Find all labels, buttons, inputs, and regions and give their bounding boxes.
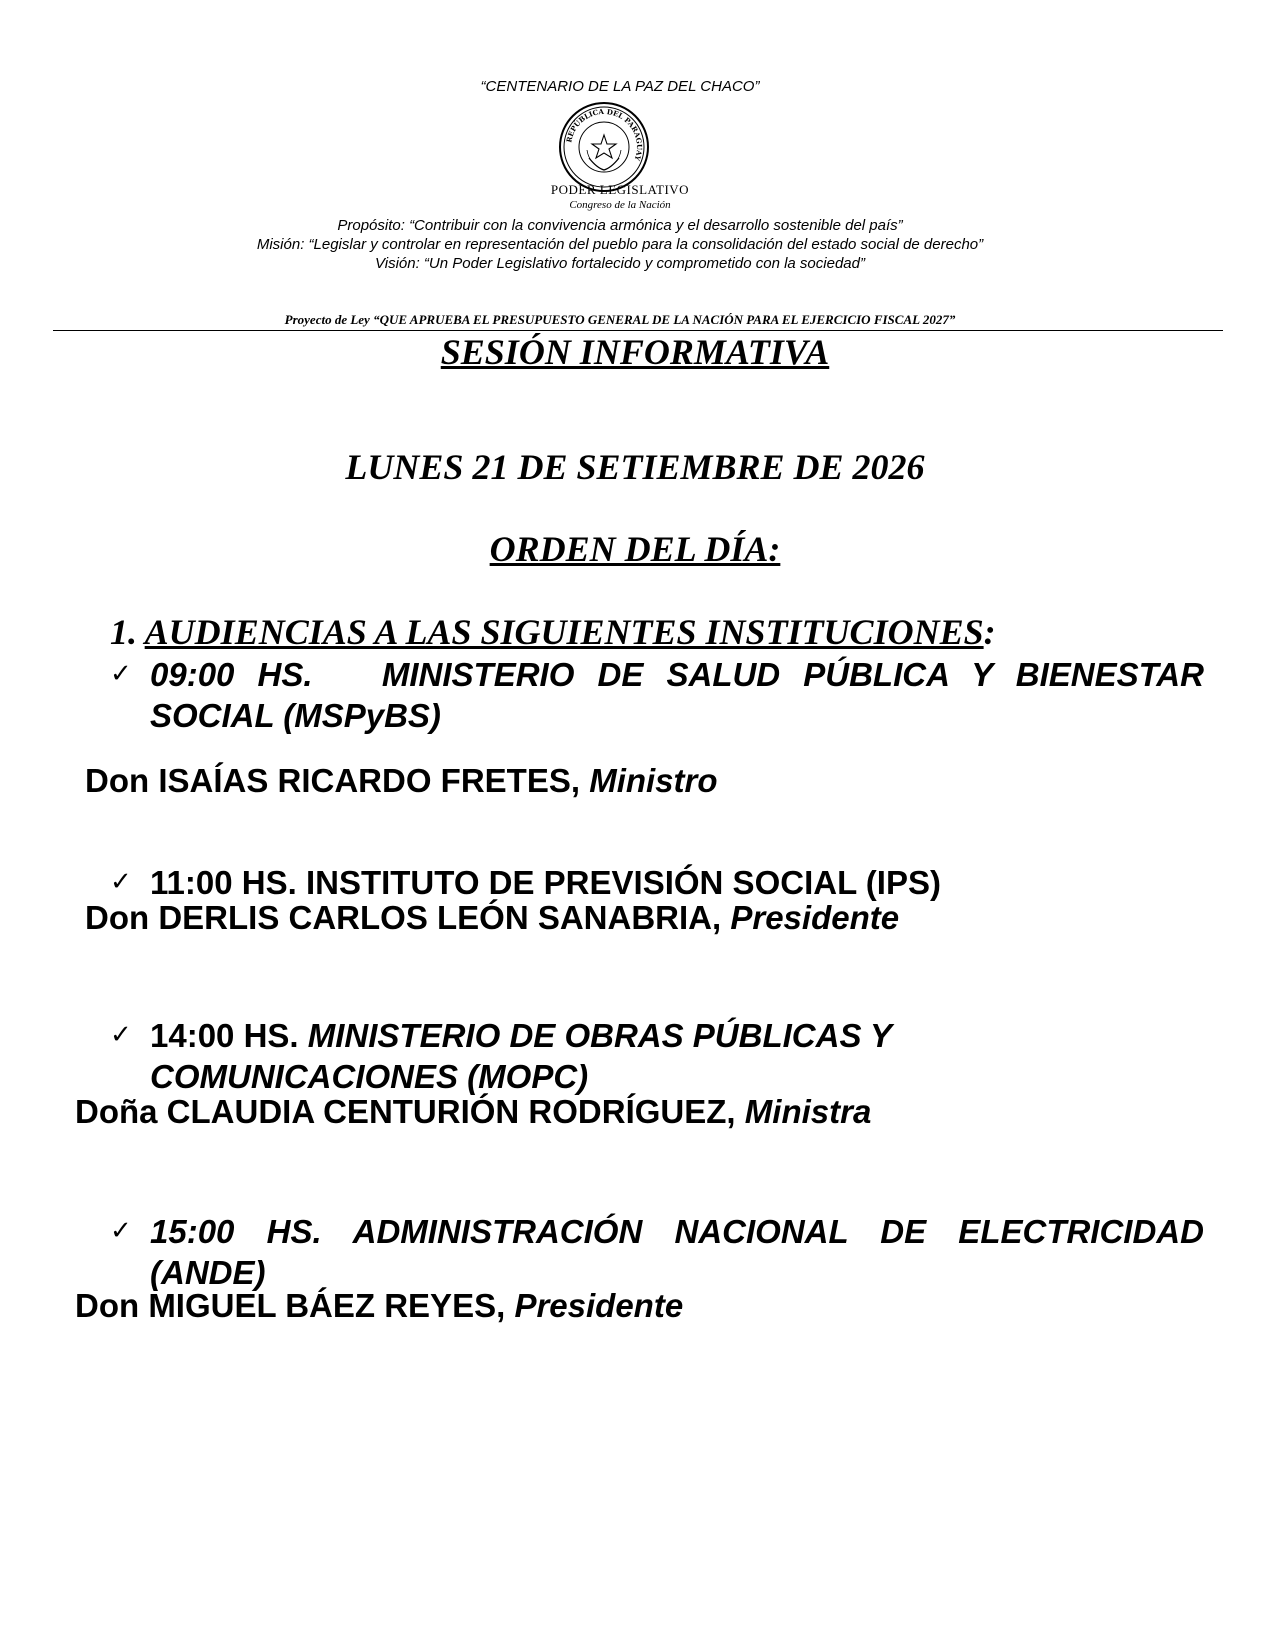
agenda-item-number: 1. [110, 612, 137, 652]
entry-institution: ADMINISTRACIÓN NACIONAL DE ELECTRICIDAD (ANDE) [150, 1213, 1204, 1291]
official-name: Doña CLAUDIA CENTURIÓN RODRÍGUEZ, [75, 1093, 736, 1130]
entry-institution: MINISTERIO DE OBRAS PÚBLICAS Y COMUNICACIONES (MOPC) [150, 1017, 892, 1095]
official-role: Presidente [514, 1287, 684, 1324]
entry-institution: INSTITUTO DE PREVISIÓN SOCIAL (IPS) [305, 864, 941, 901]
official-role: Ministro [589, 762, 718, 799]
check-icon: ✓ [110, 659, 132, 689]
vision-line: Visión: “Un Poder Legislativo fortalecido y comprometido con la sociedad” [375, 255, 865, 272]
entry-official [85, 899, 899, 937]
entry-time: 15:00 HS. [150, 1213, 322, 1250]
check-icon: ✓ [110, 867, 132, 897]
agenda-item-colon: : [983, 612, 996, 652]
audience-entry [110, 1211, 1204, 1293]
mission-line: Misión: “Legislar y controlar en representación del pueblo para la consolidación del estado social de derecho” [256, 236, 984, 253]
audience-entry [110, 654, 1204, 736]
check-icon: ✓ [110, 1216, 132, 1246]
official-role: Ministra [744, 1093, 872, 1130]
entry-official [85, 762, 718, 800]
audience-entry [110, 862, 1204, 903]
national-seal-icon [557, 100, 651, 194]
order-of-day-heading: ORDEN DEL DÍA: [489, 529, 781, 569]
institution-subtitle: Congreso de la Nación [569, 199, 671, 211]
official-role: Presidente [730, 899, 900, 936]
header-motto: “CENTENARIO DE LA PAZ DEL CHACO” [480, 78, 760, 95]
entry-time: 11:00 HS. [150, 864, 297, 901]
seal-text: REPÚBLICA DEL PARAGUAY [564, 106, 645, 162]
check-icon: ✓ [110, 1020, 132, 1050]
entry-institution: MINISTERIO DE SALUD PÚBLICA Y BIENESTAR SOCIAL (MSPyBS) [150, 656, 1204, 734]
entry-official [75, 1093, 871, 1131]
institution-name: PODER LEGISLATIVO [550, 182, 690, 197]
entry-time: 09:00 HS. [150, 656, 313, 693]
project-title: Proyecto de Ley “QUE APRUEBA EL PRESUPUESTO GENERAL DE LA NACIÓN PARA EL EJERCICIO FISCAL 2027” [284, 312, 956, 327]
session-date: LUNES 21 DE SETIEMBRE DE 2026 [345, 447, 925, 487]
purpose-line: Propósito: “Contribuir con la convivencia armónica y el desarrollo sostenible del país” [337, 217, 903, 234]
official-name: Don ISAÍAS RICARDO FRETES, [85, 762, 581, 799]
entry-official [75, 1287, 683, 1325]
official-name: Don MIGUEL BÁEZ REYES, [75, 1287, 506, 1324]
agenda-item-title [110, 611, 996, 653]
session-title: SESIÓN INFORMATIVA [440, 332, 830, 372]
entry-time: 14:00 HS. [150, 1017, 299, 1054]
official-name: Don DERLIS CARLOS LEÓN SANABRIA, [85, 899, 722, 936]
agenda-item-text: AUDIENCIAS A LAS SIGUIENTES INSTITUCIONES [144, 612, 984, 652]
audience-entry [110, 1015, 930, 1097]
